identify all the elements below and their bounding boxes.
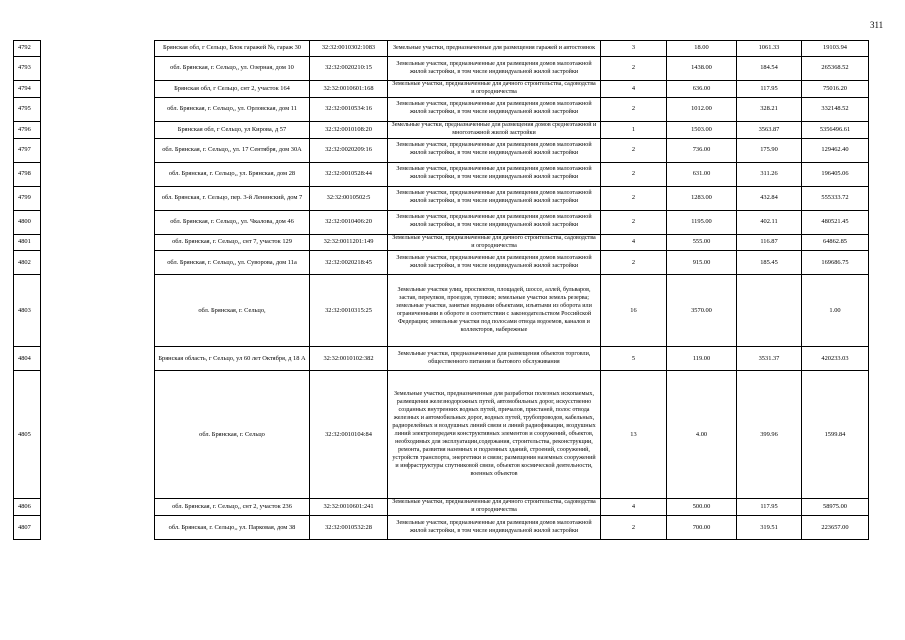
land-use-cell: Земельные участки, предназначенные для дачного строительства, садоводства и огородничества: [388, 499, 601, 516]
cadastral-value-cell: 480521.45: [802, 210, 869, 234]
land-use-cell: Земельные участки, предназначенные для размещения домов малоэтажной жилой застройки, в том числе индивидуальной жилой застройки: [388, 251, 601, 275]
spacer-cell: [41, 210, 155, 234]
address-cell: обл. Брянская, г. Сельцо: [155, 371, 310, 499]
area-cell: 1438.00: [667, 57, 737, 81]
group-cell: 1: [601, 121, 667, 138]
area-cell: 1283.00: [667, 186, 737, 210]
cadastral-value-cell: 64862.85: [802, 234, 869, 251]
spacer-cell: [41, 121, 155, 138]
specific-value-cell: 402.11: [737, 210, 802, 234]
area-cell: 500.00: [667, 499, 737, 516]
row-number: 4803: [14, 275, 41, 347]
spacer-cell: [41, 81, 155, 98]
table-row: [14, 347, 869, 371]
area-cell: 119.00: [667, 347, 737, 371]
specific-value-cell: 175.90: [737, 138, 802, 162]
group-cell: 4: [601, 81, 667, 98]
row-number: 4805: [14, 371, 41, 499]
area-cell: 555.00: [667, 234, 737, 251]
specific-value-cell: 1061.33: [737, 41, 802, 57]
specific-value-cell: 117.95: [737, 499, 802, 516]
group-cell: 2: [601, 97, 667, 121]
land-use-cell: Земельные участки улиц, проспектов, площадей, шоссе, аллей, бульваров, застав, переулков, проездов, тупиков; земельные участки земель резерва; земельные участки, занятые водными объектами, изъятыми из оборота или ограниченными в обороте в соответствии с законодательством Российской Федерации; земельные участки под полосами отвода водоемов, каналов и коллекторов, набережные: [388, 275, 601, 347]
address-cell: обл. Брянская, г. Сельцо,, ул. Брянская, дом 28: [155, 162, 310, 186]
cadastral-value-cell: 555333.72: [802, 186, 869, 210]
cadastral-value-cell: 223657.00: [802, 516, 869, 540]
area-cell: 3570.00: [667, 275, 737, 347]
table-row: [14, 97, 869, 121]
group-cell: 5: [601, 347, 667, 371]
cadastral-number-cell: 32:32:0010102:382: [310, 347, 388, 371]
spacer-cell: [41, 499, 155, 516]
table-row: [14, 499, 869, 516]
area-cell: 700.00: [667, 516, 737, 540]
cadastral-value-cell: 169686.75: [802, 251, 869, 275]
address-cell: Брянская обл, г Сельцо, Блок гаражей №, гараж 30: [155, 41, 310, 57]
cadastral-number-cell: 32:32:0011201:149: [310, 234, 388, 251]
row-number: 4806: [14, 499, 41, 516]
spacer-cell: [41, 234, 155, 251]
table-row: [14, 121, 869, 138]
row-number: 4807: [14, 516, 41, 540]
address-cell: Брянская область, г Сельцо, ул 60 лет Октября, д 18 А: [155, 347, 310, 371]
area-cell: 915.00: [667, 251, 737, 275]
spacer-cell: [41, 138, 155, 162]
cadastral-value-cell: 75016.20: [802, 81, 869, 98]
table-row: [14, 41, 869, 57]
specific-value-cell: 3563.87: [737, 121, 802, 138]
cadastral-value-cell: 5356496.61: [802, 121, 869, 138]
row-number: 4802: [14, 251, 41, 275]
cadastral-number-cell: 32:32:0010528:44: [310, 162, 388, 186]
land-use-cell: Земельные участки, предназначенные для размещения домов малоэтажной жилой застройки, в том числе индивидуальной жилой застройки: [388, 186, 601, 210]
land-use-cell: Земельные участки, предназначенные для разработки полезных ископаемых, размещения железнодорожных путей, автомобильных дорог, искусственно созданных внутренних водных путей, причалов, пристаней, полос отвода железных и автомобильных дорог, водных путей, трубопроводов, кабельных, радиорелейных и воздушных линий связи и линий радиофикации, воздушных линий электропередачи конструктивных элементов и сооружений, объектов, необходимых для эксплуатации,содержания, строительства, реконструкции, ремонта, развития наземных и подземных зданий, строений, сооружений, устройств транспорта, энергетики и связи; размещения наземных сооружений и инфраструктуры спутниковой связи, объектов космической деятельности, военных объектов: [388, 371, 601, 499]
spacer-cell: [41, 275, 155, 347]
table-row: [14, 234, 869, 251]
area-cell: 1012.00: [667, 97, 737, 121]
row-number: 4804: [14, 347, 41, 371]
address-cell: обл. Брянская, г. Сельцо,, ул. Парковая, дом 38: [155, 516, 310, 540]
cadastral-value-cell: 265368.52: [802, 57, 869, 81]
cadastral-number-cell: 32:32:0010104:84: [310, 371, 388, 499]
address-cell: обл. Брянская, г. Сельцо,, ул. 17 Сентября, дом 30А: [155, 138, 310, 162]
address-cell: обл. Брянская, г. Сельцо,, снт 7, участок 129: [155, 234, 310, 251]
cadastral-value-cell: 420233.03: [802, 347, 869, 371]
cadastral-value-cell: 129462.40: [802, 138, 869, 162]
row-number: 4793: [14, 57, 41, 81]
cadastral-value-cell: 19103.94: [802, 41, 869, 57]
group-cell: 2: [601, 186, 667, 210]
spacer-cell: [41, 41, 155, 57]
spacer-cell: [41, 371, 155, 499]
area-cell: 1503.00: [667, 121, 737, 138]
cadastral-number-cell: 32:32:0020210:15: [310, 57, 388, 81]
table-row: [14, 371, 869, 499]
cadastral-value-cell: 332148.52: [802, 97, 869, 121]
area-cell: 736.00: [667, 138, 737, 162]
cadastral-number-cell: 32:32:0010502:5: [310, 186, 388, 210]
row-number: 4796: [14, 121, 41, 138]
address-cell: обл. Брянская, г. Сельцо,, ул. Чкалова, дом 46: [155, 210, 310, 234]
area-cell: 1195.00: [667, 210, 737, 234]
land-value-table: [13, 40, 869, 540]
specific-value-cell: [737, 275, 802, 347]
row-number: 4794: [14, 81, 41, 98]
spacer-cell: [41, 516, 155, 540]
cadastral-number-cell: 32:32:0010601:168: [310, 81, 388, 98]
cadastral-value-cell: 1599.84: [802, 371, 869, 499]
specific-value-cell: 116.87: [737, 234, 802, 251]
land-use-cell: Земельные участки, предназначенные для дачного строительства, садоводства и огородничества: [388, 234, 601, 251]
row-number: 4800: [14, 210, 41, 234]
address-cell: Брянская обл, г Сельцо, ул Кирова, д 57: [155, 121, 310, 138]
land-use-cell: Земельные участки, предназначенные для размещения объектов торговли, общественного питания и бытового обслуживания: [388, 347, 601, 371]
table-row: [14, 210, 869, 234]
specific-value-cell: 311.26: [737, 162, 802, 186]
address-cell: обл. Брянская, г. Сельцо,, ул. Орловская, дом 11: [155, 97, 310, 121]
address-cell: обл. Брянская, г. Сельцо,, ул. Озерная, дом 10: [155, 57, 310, 81]
table-row: [14, 251, 869, 275]
specific-value-cell: 319.51: [737, 516, 802, 540]
address-cell: обл. Брянская, г. Сельцо,, ул. Суворова, дом 11а: [155, 251, 310, 275]
specific-value-cell: 328.21: [737, 97, 802, 121]
specific-value-cell: 399.96: [737, 371, 802, 499]
area-cell: 631.00: [667, 162, 737, 186]
row-number: 4799: [14, 186, 41, 210]
address-cell: обл. Брянская, г. Сельцо, пер. 3-й Ленинский, дом 7: [155, 186, 310, 210]
table-row: [14, 162, 869, 186]
cadastral-number-cell: 32:32:0020209:16: [310, 138, 388, 162]
row-number: 4797: [14, 138, 41, 162]
group-cell: 16: [601, 275, 667, 347]
specific-value-cell: 117.95: [737, 81, 802, 98]
address-cell: Брянская обл, г Сельцо, снт 2, участок 164: [155, 81, 310, 98]
land-use-cell: Земельные участки, предназначенные для размещения домов малоэтажной жилой застройки, в том числе индивидуальной жилой застройки: [388, 516, 601, 540]
spacer-cell: [41, 251, 155, 275]
area-cell: 4.00: [667, 371, 737, 499]
land-use-cell: Земельные участки, предназначенные для дачного строительства, садоводства и огородничества: [388, 81, 601, 98]
specific-value-cell: 3531.37: [737, 347, 802, 371]
cadastral-number-cell: 32:32:0010601:241: [310, 499, 388, 516]
group-cell: 3: [601, 41, 667, 57]
table-body: [14, 41, 869, 540]
cadastral-number-cell: 32:32:0010302:1083: [310, 41, 388, 57]
page-number: 311: [870, 20, 884, 30]
group-cell: 4: [601, 499, 667, 516]
land-use-cell: Земельные участки, предназначенные для размещения гаражей и автостоянок: [388, 41, 601, 57]
address-cell: обл. Брянская, г. Сельцо,, снт 2, участок 236: [155, 499, 310, 516]
table-row: [14, 516, 869, 540]
group-cell: 13: [601, 371, 667, 499]
group-cell: 2: [601, 210, 667, 234]
table-row: [14, 57, 869, 81]
land-use-cell: Земельные участки, предназначенные для размещения домов малоэтажной жилой застройки, в том числе индивидуальной жилой застройки: [388, 138, 601, 162]
spacer-cell: [41, 57, 155, 81]
cadastral-number-cell: 32:32:0010406:20: [310, 210, 388, 234]
land-use-cell: Земельные участки, предназначенные для размещения домов среднеэтажной и многоэтажной жилой застройки: [388, 121, 601, 138]
spacer-cell: [41, 347, 155, 371]
spacer-cell: [41, 97, 155, 121]
cadastral-number-cell: 32:32:0010534:16: [310, 97, 388, 121]
group-cell: 2: [601, 57, 667, 81]
spacer-cell: [41, 186, 155, 210]
row-number: 4798: [14, 162, 41, 186]
table-row: [14, 138, 869, 162]
cadastral-number-cell: 32:32:0010315:25: [310, 275, 388, 347]
specific-value-cell: 184.54: [737, 57, 802, 81]
area-cell: 636.00: [667, 81, 737, 98]
table-row: [14, 275, 869, 347]
cadastral-value-cell: 196405.06: [802, 162, 869, 186]
cadastral-number-cell: 32:32:0010108:20: [310, 121, 388, 138]
group-cell: 2: [601, 516, 667, 540]
specific-value-cell: 185.45: [737, 251, 802, 275]
cadastral-value-cell: 1.00: [802, 275, 869, 347]
address-cell: обл. Брянская, г. Сельцо,: [155, 275, 310, 347]
row-number: 4801: [14, 234, 41, 251]
table-row: [14, 186, 869, 210]
cadastral-number-cell: 32:32:0020218:45: [310, 251, 388, 275]
group-cell: 2: [601, 162, 667, 186]
area-cell: 18.00: [667, 41, 737, 57]
land-use-cell: Земельные участки, предназначенные для размещения домов малоэтажной жилой застройки, в том числе индивидуальной жилой застройки: [388, 210, 601, 234]
specific-value-cell: 432.84: [737, 186, 802, 210]
group-cell: 4: [601, 234, 667, 251]
land-use-cell: Земельные участки, предназначенные для размещения домов малоэтажной жилой застройки, в том числе индивидуальной жилой застройки: [388, 162, 601, 186]
row-number: 4792: [14, 41, 41, 57]
row-number: 4795: [14, 97, 41, 121]
group-cell: 2: [601, 251, 667, 275]
land-use-cell: Земельные участки, предназначенные для размещения домов малоэтажной жилой застройки, в том числе индивидуальной жилой застройки: [388, 97, 601, 121]
table-row: [14, 81, 869, 98]
cadastral-value-cell: 58975.00: [802, 499, 869, 516]
land-use-cell: Земельные участки, предназначенные для размещения домов малоэтажной жилой застройки, в том числе индивидуальной жилой застройки: [388, 57, 601, 81]
cadastral-number-cell: 32:32:0010532:28: [310, 516, 388, 540]
group-cell: 2: [601, 138, 667, 162]
spacer-cell: [41, 162, 155, 186]
